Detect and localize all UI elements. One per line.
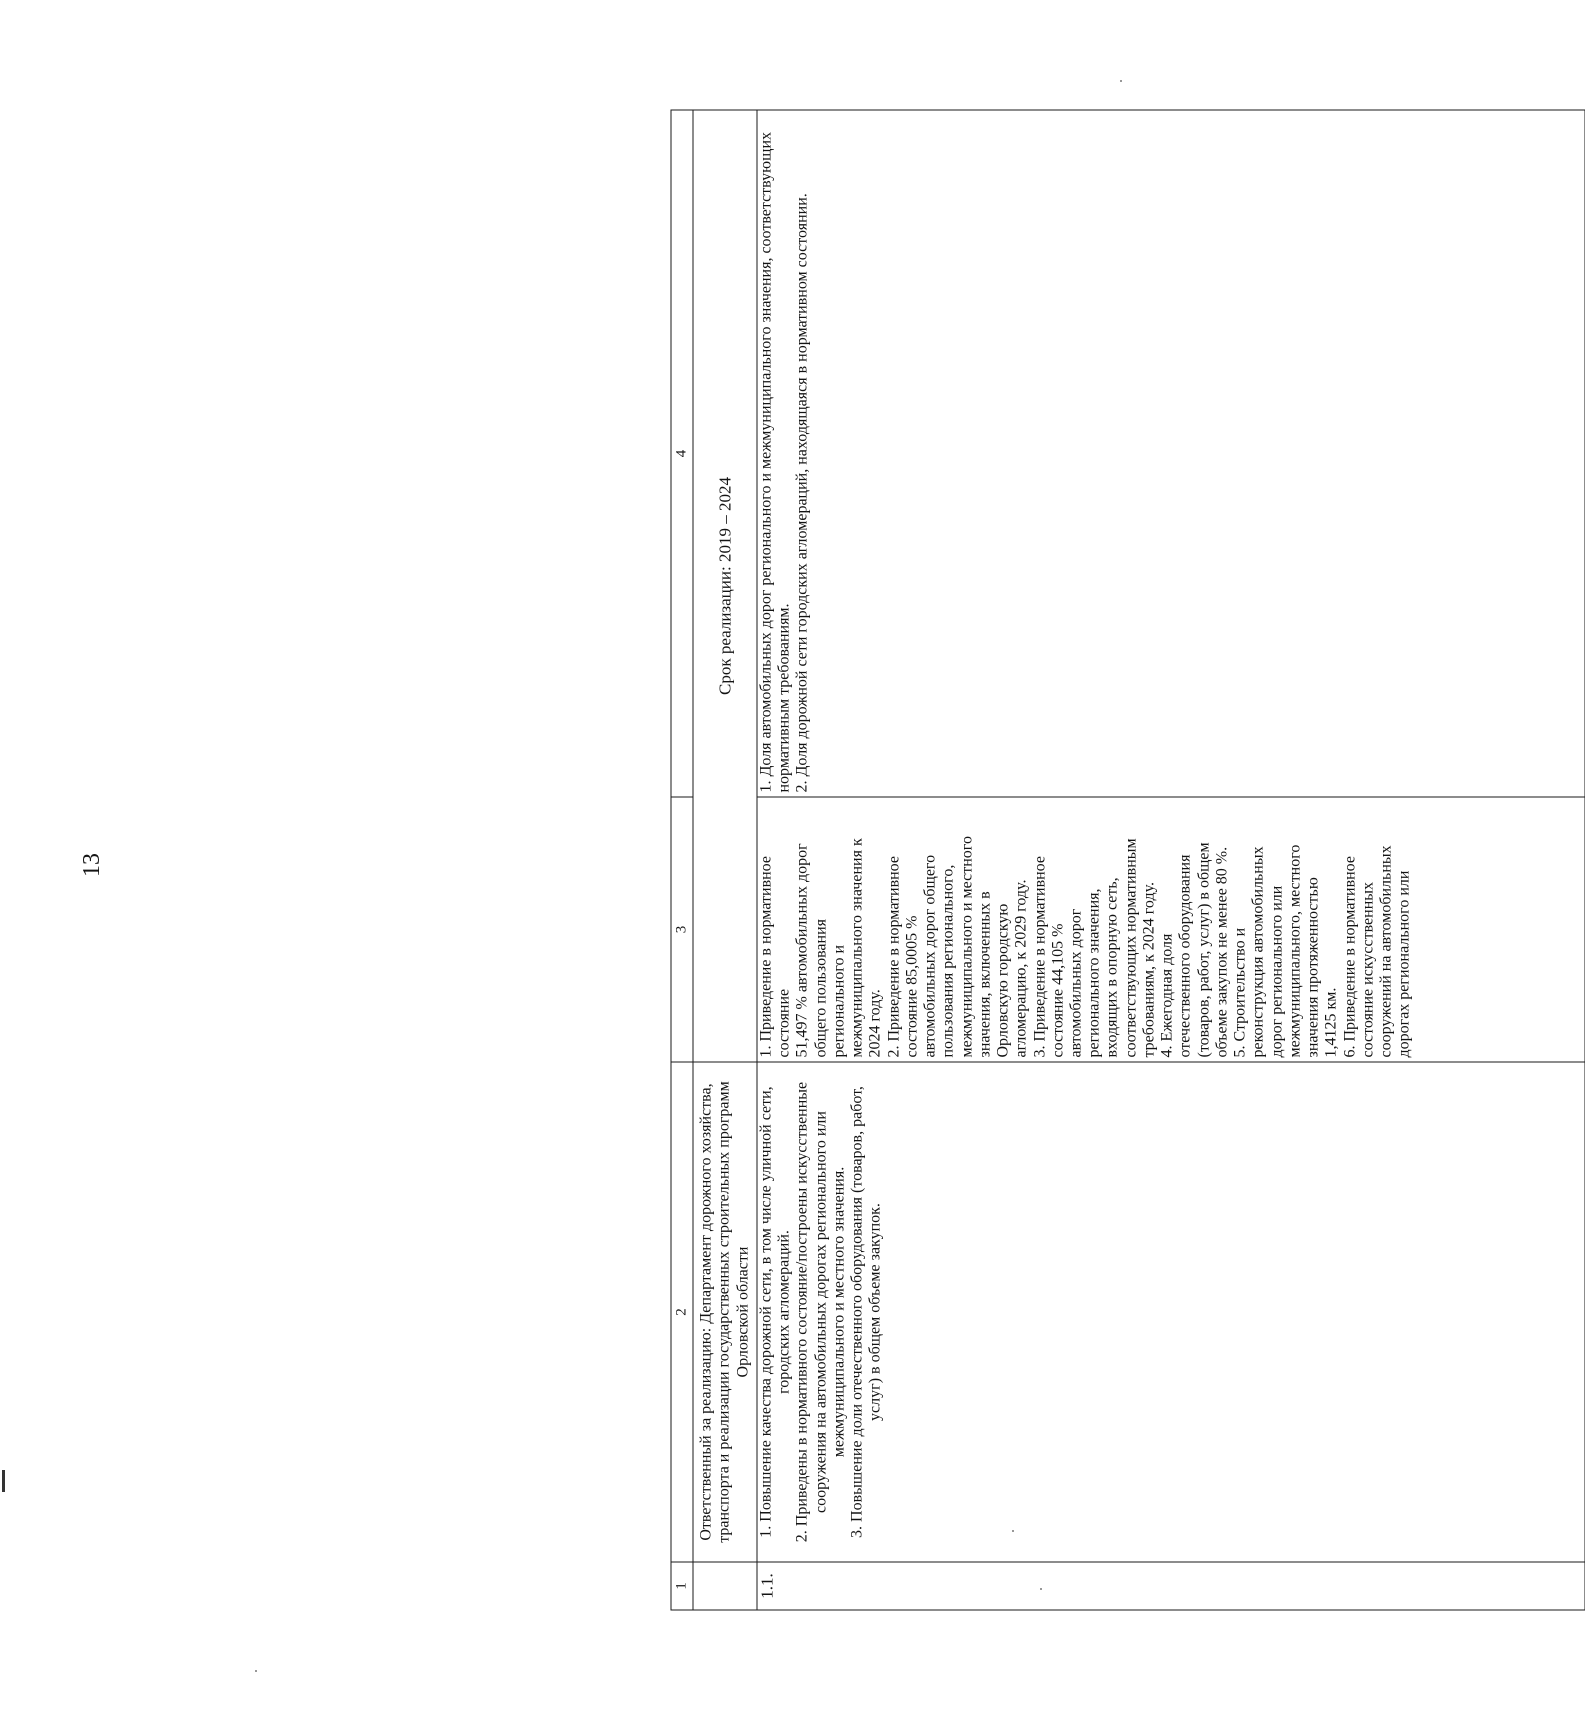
- results-cell: [757, 797, 1585, 1062]
- task-item: 1. Повышение качества дорожной сети, в том числе уличной сети, городских агломераций.: [757, 1085, 793, 1538]
- empty-cell: [693, 1562, 757, 1610]
- task-item: 3. Повышение доли отечественного оборудования (товаров, работ, услуг) в общем объеме закупок.: [848, 1085, 884, 1538]
- indicator-item: 1. Доля автомобильных дорог регионального и межмуниципального значения, соответствующих нормативным требованиям.: [757, 131, 793, 792]
- scan-speck: [255, 1670, 257, 1672]
- column-number: 2: [671, 1062, 693, 1562]
- page-number: 13: [79, 853, 105, 877]
- result-item: 2. Приведение в нормативное состояние 85,0005 % автомобильных дорог общего пользования регионального, межмуниципального и местного значения, включенных в Орловскую городскую агломерацию, к 2029 году.: [884, 835, 1030, 1057]
- result-item: 1. Приведение в нормативное состояние 51,497 % автомобильных дорог общего пользования регионального и межмуниципального значения к 2024 году.: [757, 837, 884, 1057]
- indicator-item: 2. Доля дорожной сети городских агломераций, находящаяся в нормативном состоянии.: [793, 192, 811, 792]
- indicators-cell: [757, 110, 1585, 797]
- scan-speck: [1120, 80, 1122, 82]
- task-item: 2. Приведены в нормативного состояние/построены искусственные сооружения на автомобильных дорогах регионального или межмуниципального и местного значения.: [793, 1081, 847, 1542]
- result-item: 6. Приведение в нормативное состояние искусственных сооружений на автомобильных дорогах регионального или: [1340, 844, 1413, 1057]
- column-number: 4: [671, 110, 693, 797]
- header-row: [693, 110, 757, 1610]
- table-row: [757, 110, 1585, 1610]
- rotated-table-wrapper: [670, 110, 1585, 1610]
- program-table: [670, 109, 1585, 1610]
- tasks-cell: [757, 1062, 1585, 1562]
- result-item: 4. Ежегодная доля отечественного оборудования (товаров, работ, услуг) в общем объеме закупок не менее 80 %.: [1158, 841, 1230, 1057]
- implementation-period: Срок реализации: 2019 – 2024: [693, 110, 757, 1062]
- row-number: 1.1.: [757, 1562, 1585, 1610]
- result-item: 3. Приведение в нормативное состояние 44,105 % автомобильных дорог регионального значения, входящих в опорную сеть, соответствующих нормативным требованиям, к 2024 году.: [1030, 837, 1157, 1057]
- column-number-row: [671, 110, 693, 1610]
- scan-mark: [2, 1470, 5, 1492]
- result-item: 5. Строительство и реконструкция автомобильных дорог регионального или межмуниципального, местного значения протяженностью 1,4125 км.: [1231, 844, 1340, 1057]
- responsible-executor: Ответственный за реализацию: Департамент дорожного хозяйства, транспорта и реализации государственных строительных программ Орловской области: [693, 1062, 757, 1562]
- column-number: 1: [671, 1562, 693, 1610]
- column-number: 3: [671, 797, 693, 1062]
